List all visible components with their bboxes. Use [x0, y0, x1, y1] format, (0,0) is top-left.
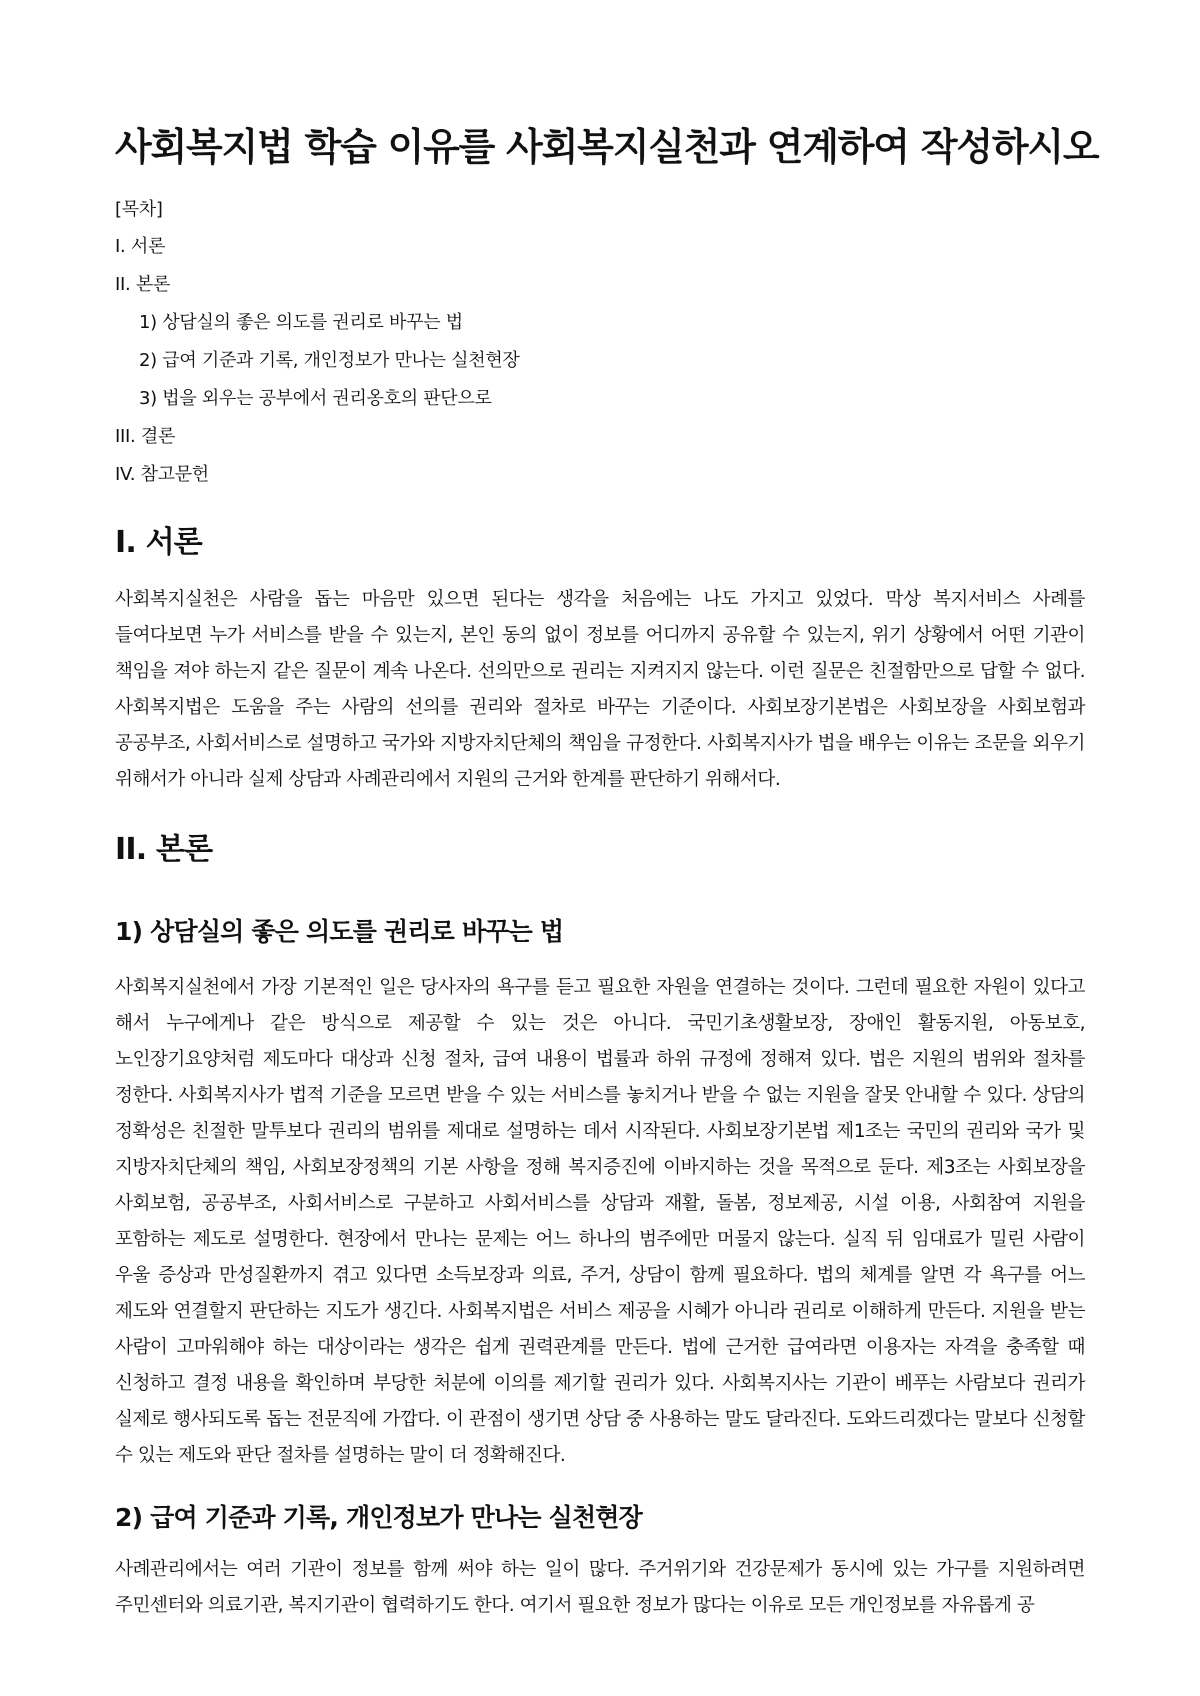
- toc-item: III. 결론: [115, 426, 176, 447]
- subsection-heading-2: 2) 급여 기준과 기록, 개인정보가 만나는 실천현장: [115, 1503, 642, 1532]
- subsection-1-paragraph: 사회복지실천에서 가장 기본적인 일은 당사자의 욕구를 듣고 필요한 자원을 연결하는 것이다. 그런데 필요한 자원이 있다고 해서 누구에게나 같은 방식으로 제공할 수 있는 것은 아니다. 국민기초생활보장, 장애인 활동지원, 아동보호, 노인장기요양처럼 제도마다 대상과 신청 절차, 급여 내용이 법률과 하위 규정에 정해져 있다. 법은 지원의 범위와 절차를 정한다. 사회복지사가 법적 기준을 모르면 받을 수 있는 서비스를 놓치거나 받을 수 없는 지원을 잘못 안내할 수 있다. 상담의 정확성은 친절한 말투보다 권리의 범위를 제대로 설명하는 데서 시작된다. 사회보장기본법 제1조는 국민의 권리와 국가 및 지방자치단체의 책임, 사회보장정책의 기본 사항을 정해 복지증진에 이바지하는 것을 목적으로 둔다. 제3조는 사회보장을 사회보험, 공공부조, 사회서비스로 구분하고 사회서비스를 상담과 재활, 돌봄, 정보제공, 시설 이용, 사회참여 지원을 포함하는 제도로 설명한다. 현장에서 만나는 문제는 어느 하나의 범주에만 머물지 않는다. 실직 뒤 임대료가 밀린 사람이 우울 증상과 만성질환까지 겪고 있다면 소득보장과 의료, 주거, 상담이 함께 필요하다. 법의 체계를 알면 각 욕구를 어느 제도와 연결할지 판단하는 지도가 생긴다. 사회복지법은 서비스 제공을 시혜가 아니라 권리로 이해하게 만든다. 지원을 받는 사람이 고마워해야 하는 대상이라는 생각은 쉽게 권력관계를 만든다. 법에 근거한 급여라면 이용자는 자격을 충족할 때 신청하고 결정 내용을 확인하며 부당한 처분에 이의를 제기할 권리가 있다. 사회복지사는 기관이 베푸는 사람보다 권리가 실제로 행사되도록 돕는 전문직에 가깝다. 이 관점이 생기면 상담 중 사용하는 말도 달라진다. 도와드리겠다는 말보다 신청할 수 있는 제도와 판단 절차를 설명하는 말이 더 정확해진다.: [115, 977, 1085, 1466]
- table-of-contents: [115, 192, 1085, 494]
- toc-item: IV. 참고문헌: [115, 464, 209, 485]
- section-heading-body: II. 본론: [115, 832, 213, 867]
- document-title: 사회복지법 학습 이유를 사회복지실천과 연계하여 작성하시오: [115, 125, 1099, 169]
- toc-subitem: 2) 급여 기준과 기록, 개인정보가 만나는 실천현장: [139, 350, 520, 371]
- toc-item: II. 본론: [115, 274, 171, 295]
- intro-paragraph: 사회복지실천은 사람을 돕는 마음만 있으면 된다는 생각을 처음에는 나도 가지고 있었다. 막상 복지서비스 사례를 들여다보면 누가 서비스를 받을 수 있는지, 본인 동의 없이 정보를 어디까지 공유할 수 있는지, 위기 상황에서 어떤 기관이 책임을 져야 하는지 같은 질문이 계속 나온다. 선의만으로 권리는 지켜지지 않는다. 이런 질문은 친절함만으로 답할 수 없다. 사회복지법은 도움을 주는 사람의 선의를 권리와 절차로 바꾸는 기준이다. 사회보장기본법은 사회보장을 사회보험과 공공부조, 사회서비스로 설명하고 국가와 지방자치단체의 책임을 규정한다. 사회복지사가 법을 배우는 이유는 조문을 외우기 위해서가 아니라 실제 상담과 사례관리에서 지원의 근거와 한계를 판단하기 위해서다.: [115, 589, 1085, 790]
- toc-subitem: 1) 상담실의 좋은 의도를 권리로 바꾸는 법: [139, 312, 463, 333]
- toc-item: I. 서론: [115, 236, 166, 257]
- toc-heading: [목차]: [115, 199, 163, 220]
- section-heading-intro: I. 서론: [115, 525, 202, 560]
- subsection-2-paragraph: 사례관리에서는 여러 기관이 정보를 함께 써야 하는 일이 많다. 주거위기와 건강문제가 동시에 있는 가구를 지원하려면 주민센터와 의료기관, 복지기관이 협력하기도 한다. 여기서 필요한 정보가 많다는 이유로 모든 개인정보를 자유롭게 공: [115, 1559, 1085, 1616]
- toc-subitem: 3) 법을 외우는 공부에서 권리옹호의 판단으로: [139, 388, 492, 409]
- subsection-heading-1: 1) 상담실의 좋은 의도를 권리로 바꾸는 법: [115, 917, 564, 946]
